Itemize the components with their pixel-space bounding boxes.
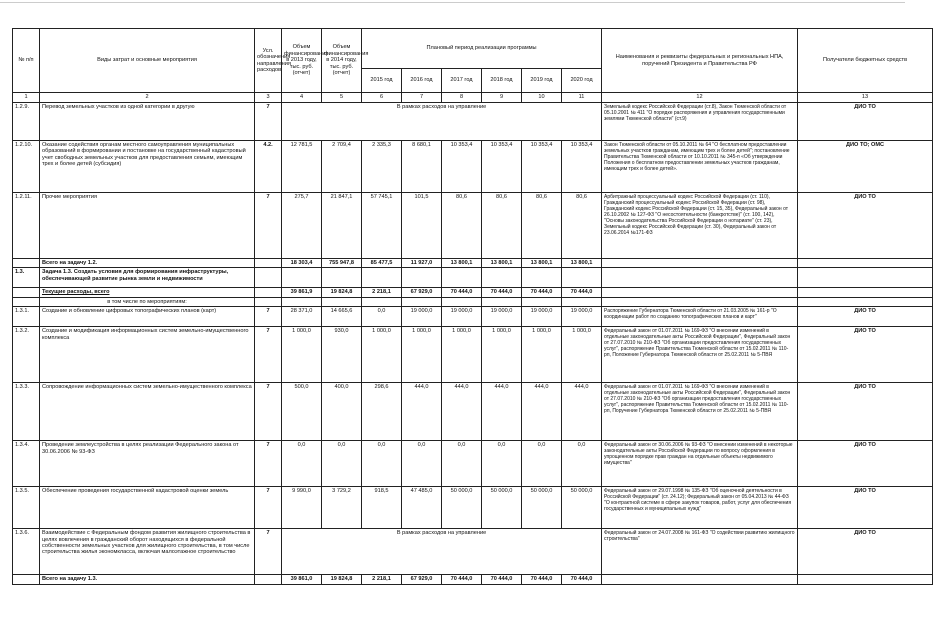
value-2017: 50 000,0 — [442, 487, 482, 529]
row-num: 1.3.6. — [13, 529, 40, 575]
value-2018: 444,0 — [482, 383, 522, 441]
value-2017: 0,0 — [442, 441, 482, 487]
value-2014: 19 824,8 — [322, 288, 362, 297]
value-2020: 70 444,0 — [562, 288, 602, 297]
col-types-header: Виды затрат и основные мероприятия — [40, 29, 255, 93]
column-numbers-row — [13, 93, 933, 103]
total-row — [13, 259, 933, 268]
value-2019: 444,0 — [522, 383, 562, 441]
col-num-header: № п/п — [13, 29, 40, 93]
value-2013: 39 861,9 — [282, 288, 322, 297]
row-recipient: ДИО ТО — [798, 441, 933, 487]
table-row — [13, 103, 933, 141]
value-2017: 70 444,0 — [442, 575, 482, 584]
row-npa: Федеральный закон от 24.07.2008 № 161-ФЗ "О содействии развитию жилищного строительства" — [602, 529, 798, 575]
value-2016: 19 000,0 — [402, 307, 442, 327]
row-npa: Федеральный закон от 30.06.2006 № 93-ФЗ "О внесении изменений в некоторые законодательные акты Российской Федерации по вопросу оформления в упрощенном порядке прав граждан на отдельные объекты недвижимого имущества" — [602, 441, 798, 487]
row-num: 1.3.4. — [13, 441, 40, 487]
value-2017: 10 353,4 — [442, 141, 482, 193]
col-recip-header: Получатели бюджетных средств — [798, 29, 933, 93]
total-row — [13, 575, 933, 584]
value-2017: 13 800,1 — [442, 259, 482, 268]
value-2019: 19 000,0 — [522, 307, 562, 327]
row-name: Сопровождение информационных систем земельно-имущественного комплекса — [40, 383, 255, 441]
row-recipient: ДИО ТО — [798, 529, 933, 575]
row-name: в том числе по мероприятиям: — [40, 297, 255, 306]
row-name: Всего на задачу 1.3. — [40, 575, 255, 584]
value-2019: 1 000,0 — [522, 327, 562, 383]
row-name: Обеспечение проведения государственной кадастровой оценки земель — [40, 487, 255, 529]
row-npa: Федеральный закон от 01.07.2011 № 169-ФЗ "О внесении изменений в отдельные законодательные акты Российской Федерации", Федеральный закон от 27.07.2010 № 210-ФЗ "Об организации предоставления государственных услуг", распоряжение Правительства Тюменской области от 15.02.2011 № 110-рп, Поручение Губернатора Тюменской области от 25.02.2011 № 5-ПВЯ — [602, 383, 798, 441]
value-2015: 1 000,0 — [362, 327, 402, 383]
table-row — [13, 487, 933, 529]
value-2015: 918,5 — [362, 487, 402, 529]
col-vol2013-header: Объем финансирования в 2013 году, тыс. руб. (отчет) — [282, 29, 322, 93]
row-code: 7 — [255, 327, 282, 383]
value-2015: 298,6 — [362, 383, 402, 441]
value-2014: 930,0 — [322, 327, 362, 383]
row-code: 4.2. — [255, 141, 282, 193]
value-2018: 70 444,0 — [482, 575, 522, 584]
row-num: 1.3.3. — [13, 383, 40, 441]
value-2020: 0,0 — [562, 441, 602, 487]
year-header: 2018 год — [482, 69, 522, 93]
row-recipient: ДИО ТО — [798, 307, 933, 327]
value-2015: 0,0 — [362, 441, 402, 487]
value-2020: 13 800,1 — [562, 259, 602, 268]
value-2018: 80,6 — [482, 193, 522, 259]
col-number: 8 — [442, 93, 482, 103]
table-row — [13, 383, 933, 441]
value-2020: 1 000,0 — [562, 327, 602, 383]
row-num: 1.3.5. — [13, 487, 40, 529]
year-header: 2019 год — [522, 69, 562, 93]
row-recipient: ДИО ТО — [798, 383, 933, 441]
value-2017: 70 444,0 — [442, 288, 482, 297]
year-header: 2017 год — [442, 69, 482, 93]
value-2019: 0,0 — [522, 441, 562, 487]
row-name: Проведение землеустройства в целях реализации Федерального закона от 30.06.2006 № 93-ФЗ — [40, 441, 255, 487]
row-recipient: ДИО ТО — [798, 193, 933, 259]
value-2014: 19 824,8 — [322, 575, 362, 584]
value-2020: 80,6 — [562, 193, 602, 259]
row-name: Текущие расходы, всего — [40, 288, 255, 297]
row-recipient: ДИО ТО — [798, 487, 933, 529]
row-npa: Арбитражный процессуальный кодекс Российской Федерации (ст. 110), Гражданский процессуальный кодекс Российской Федерации (ст. 98), Гражданский кодекс Российской Федерации (ст. 15, 35), Федеральный закон от 26.10.2002 № 127-ФЗ "О несостоятельности (банкротстве)" (ст. 100, 142), "Основы законодательства Российской Федерации о нотариате" (ст. 23), Земельный кодекс Российской Федерации (ст. 30), Федеральный закон от 23.06.2014 №171-ФЗ — [602, 193, 798, 259]
row-name: Создание и обновление цифровых топографических планов (карт) — [40, 307, 255, 327]
col-plan-header: Плановый период реализации программы — [362, 29, 602, 69]
value-2016: 444,0 — [402, 383, 442, 441]
value-2018: 70 444,0 — [482, 288, 522, 297]
value-2018: 19 000,0 — [482, 307, 522, 327]
row-code: 7 — [255, 529, 282, 575]
value-2013: 39 861,0 — [282, 575, 322, 584]
value-2019: 13 800,1 — [522, 259, 562, 268]
header-row — [13, 29, 933, 69]
value-2020: 19 000,0 — [562, 307, 602, 327]
row-num: 1.3.2. — [13, 327, 40, 383]
value-2013: 500,0 — [282, 383, 322, 441]
financing-table — [12, 28, 933, 585]
col-number: 4 — [282, 93, 322, 103]
row-num: 1.3. — [13, 268, 40, 288]
value-2015: 2 335,3 — [362, 141, 402, 193]
row-code: 7 — [255, 103, 282, 141]
value-2015: 57 745,1 — [362, 193, 402, 259]
table-row — [13, 441, 933, 487]
value-2015: 2 218,1 — [362, 575, 402, 584]
value-2020: 70 444,0 — [562, 575, 602, 584]
value-2015: 2 218,1 — [362, 288, 402, 297]
col-number: 10 — [522, 93, 562, 103]
value-2013: 1 000,0 — [282, 327, 322, 383]
row-recipient: ДИО ТО — [798, 103, 933, 141]
row-npa: Земельный кодекс Российской Федерации (ст.8), Закон Тюменской области от 05.10.2001 № 411 "О порядке распоряжения и управления государственными землями Тюменской области" (ст.9) — [602, 103, 798, 141]
value-2016: 101,5 — [402, 193, 442, 259]
value-2014: 14 665,6 — [322, 307, 362, 327]
row-name: Оказание содействия органам местного самоуправления муниципальных образований в формировании и постановке на государственный кадастровый учет свободных земельных участков для предоставления семьям, имеющим трех и более детей (субсидия) — [40, 141, 255, 193]
col-number: 13 — [798, 93, 933, 103]
merged-note: В рамках расходов на управление — [282, 529, 602, 575]
col-number: 7 — [402, 93, 442, 103]
value-2013: 0,0 — [282, 441, 322, 487]
row-name: Взаимодействие с Федеральным фондом развития жилищного строительства в целях вовлечения в гражданский оборот находящихся в федеральной собственности земельных участков для жилищного строительства, в том числе строительства жилья экономкласса, включая малоэтажное строительство — [40, 529, 255, 575]
year-header: 2015 год — [362, 69, 402, 93]
value-2018: 10 353,4 — [482, 141, 522, 193]
value-2019: 70 444,0 — [522, 575, 562, 584]
col-npa-header: Наименования и реквизиты федеральных и региональных НПА, поручений Президента и Правительства РФ — [602, 29, 798, 93]
value-2017: 19 000,0 — [442, 307, 482, 327]
row-code: 7 — [255, 307, 282, 327]
value-2014: 400,0 — [322, 383, 362, 441]
task-row — [13, 268, 933, 288]
value-2018: 50 000,0 — [482, 487, 522, 529]
value-2017: 1 000,0 — [442, 327, 482, 383]
table-row — [13, 193, 933, 259]
col-number: 2 — [40, 93, 255, 103]
value-2013: 275,7 — [282, 193, 322, 259]
row-name: Задача 1.3. Создать условия для формирования инфраструктуры, обеспечивающей развитие рынка земли и недвижимости — [40, 268, 255, 288]
value-2019: 80,6 — [522, 193, 562, 259]
row-num: 1.3.1. — [13, 307, 40, 327]
year-header: 2016 год — [402, 69, 442, 93]
value-2013: 18 303,4 — [282, 259, 322, 268]
col-number: 11 — [562, 93, 602, 103]
row-num: 1.2.10. — [13, 141, 40, 193]
row-num: 1.2.11. — [13, 193, 40, 259]
year-header: 2020 год — [562, 69, 602, 93]
value-2016: 1 000,0 — [402, 327, 442, 383]
value-2016: 47 485,0 — [402, 487, 442, 529]
row-name: Перевод земельных участков из одной категории в другую — [40, 103, 255, 141]
value-2018: 0,0 — [482, 441, 522, 487]
row-code: 7 — [255, 383, 282, 441]
value-2018: 1 000,0 — [482, 327, 522, 383]
row-npa: Распоряжение Губернатора Тюменской области от 21.03.2005 № 161-р "О координации работ по созданию топографических планов и карт" — [602, 307, 798, 327]
value-2014: 21 847,1 — [322, 193, 362, 259]
value-2016: 67 929,0 — [402, 288, 442, 297]
value-2016: 8 680,1 — [402, 141, 442, 193]
value-2017: 444,0 — [442, 383, 482, 441]
value-2013: 9 990,0 — [282, 487, 322, 529]
including-row — [13, 297, 933, 306]
col-number: 12 — [602, 93, 798, 103]
row-code: 7 — [255, 487, 282, 529]
value-2016: 67 929,0 — [402, 575, 442, 584]
col-cost-header: Усл. обозначения направления расходов — [255, 29, 282, 93]
value-2019: 50 000,0 — [522, 487, 562, 529]
row-name: Прочие мероприятия — [40, 193, 255, 259]
value-2020: 444,0 — [562, 383, 602, 441]
value-2019: 10 353,4 — [522, 141, 562, 193]
value-2015: 85 477,5 — [362, 259, 402, 268]
value-2020: 50 000,0 — [562, 487, 602, 529]
row-code: 7 — [255, 193, 282, 259]
value-2017: 80,6 — [442, 193, 482, 259]
table-row — [13, 327, 933, 383]
col-number: 9 — [482, 93, 522, 103]
col-number: 5 — [322, 93, 362, 103]
table-row — [13, 307, 933, 327]
row-name: Всего на задачу 1.2. — [40, 259, 255, 268]
current-costs-row — [13, 288, 933, 297]
row-npa: Закон Тюменской области от 05.10.2011 № 64 "О бесплатном предоставлении земельных участков гражданам, имеющим трех и более детей"; постановление Правительства Тюменской области от 10.10.2011 № 345-п «Об утверждении Положения о бесплатном предоставлении земельных участков гражданам, имеющим трех и более детей». — [602, 141, 798, 193]
row-code: 7 — [255, 441, 282, 487]
row-name: Создание и модификация информационных систем земельно-имущественного комплекса — [40, 327, 255, 383]
value-2015: 0,0 — [362, 307, 402, 327]
value-2018: 13 800,1 — [482, 259, 522, 268]
value-2013: 28 371,0 — [282, 307, 322, 327]
value-2019: 70 444,0 — [522, 288, 562, 297]
value-2013: 12 781,5 — [282, 141, 322, 193]
table-row — [13, 141, 933, 193]
value-2014: 3 729,2 — [322, 487, 362, 529]
row-npa: Федеральный закон от 29.07.1998 № 135-ФЗ "Об оценочной деятельности в Российской Федерации" (ст. 24.12); Федеральный закон от 05.04.2013 № 44-ФЗ "О контрактной системе в сфере закупок товаров, работ, услуг для обеспечения государственных и муниципальных нужд" — [602, 487, 798, 529]
table-row — [13, 529, 933, 575]
row-recipient: ДИО ТО — [798, 327, 933, 383]
value-2016: 11 927,0 — [402, 259, 442, 268]
col-number: 3 — [255, 93, 282, 103]
row-num: 1.2.9. — [13, 103, 40, 141]
col-number: 6 — [362, 93, 402, 103]
page-top-edge — [0, 2, 905, 3]
value-2016: 0,0 — [402, 441, 442, 487]
merged-note: В рамках расходов на управление — [282, 103, 602, 141]
col-number: 1 — [13, 93, 40, 103]
document-page — [12, 28, 908, 585]
value-2020: 10 353,4 — [562, 141, 602, 193]
value-2014: 755 947,8 — [322, 259, 362, 268]
value-2014: 0,0 — [322, 441, 362, 487]
row-recipient: ДИО ТО; ОМС — [798, 141, 933, 193]
col-vol2014-header: Объем финансирования в 2014 году, тыс. руб. (отчет) — [322, 29, 362, 93]
row-npa: Федеральный закон от 01.07.2011 № 169-ФЗ "О внесении изменений в отдельные законодательные акты Российской Федерации", Федеральный закон от 27.07.2010 № 210-ФЗ "Об организации предоставления государственных услуг", распоряжение Правительства Тюменской области от 15.02.2011 № 110-рп, Положение Губернатора Тюменской области от 25.02.2011 № 5-ПВЯ — [602, 327, 798, 383]
value-2014: 2 709,4 — [322, 141, 362, 193]
